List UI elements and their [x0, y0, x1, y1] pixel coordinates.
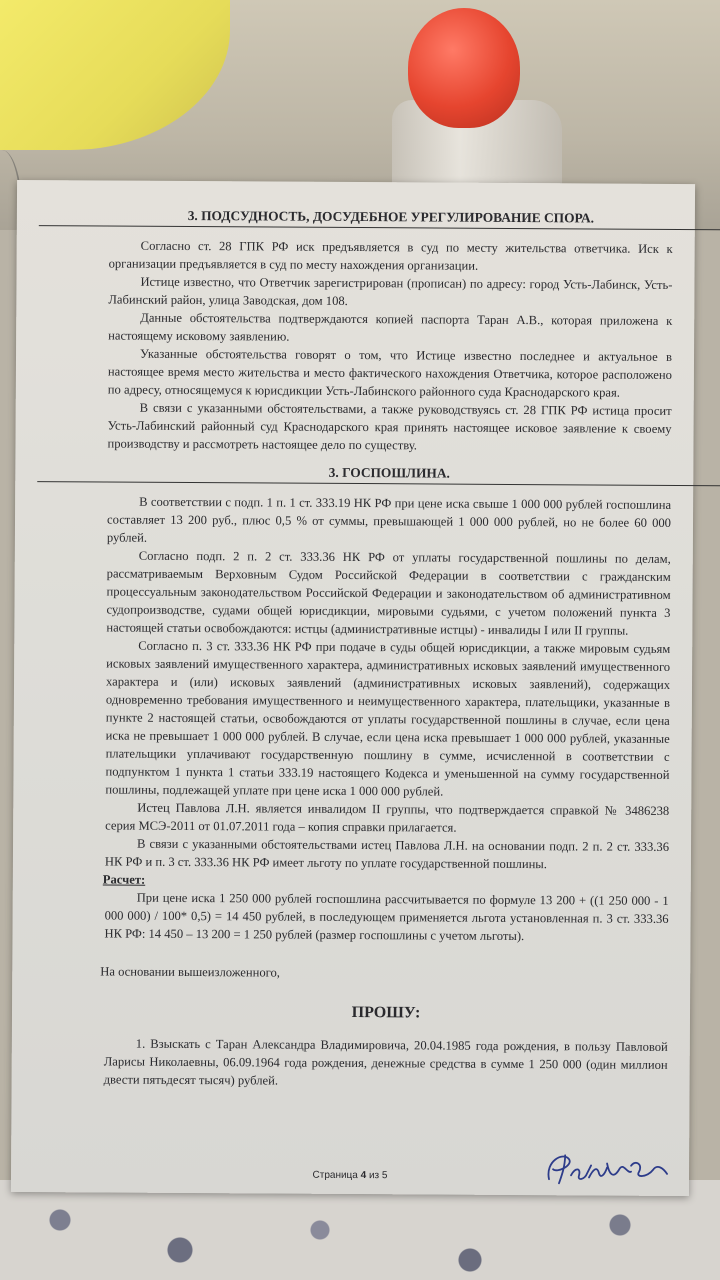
- paragraph: Истец Павлова Л.Н. является инвалидом II группы, что подтверждается справкой № 3486238 серия МСЭ-2011 от 01.07.2011 года – копия справки прилагается.: [105, 800, 670, 835]
- page-label: Страница: [312, 1169, 358, 1182]
- paragraph: В связи с указанными обстоятельствами истец Павлова Л.Н. на основании подп. 2 п. 2 ст. 333.36 НК РФ и п. 3 ст. 333.36 НК РФ имеет льготу по уплате государственной пошлины.: [104, 836, 670, 872]
- paragraph: Согласно ст. 28 ГПК РФ иск предъявляется в суд по месту жительства ответчика. Иск к организации предъявляется в суд по месту нахождения организации.: [108, 238, 673, 273]
- paragraph: В связи с указанными обстоятельствами, а также руководствуясь ст. 28 ГПК РФ истица просит Усть-Лабинский районный суд Краснодарского края принять настоящее исковое заявление к своему производству и рассмотреть настоящее дело по существу.: [107, 400, 672, 453]
- request-item: 1. Взыскать с Таран Александра Владимировича, 20.04.1985 года рождения, в пользу Павловой Ларисы Николаевны, 06.09.1964 года рождения, денежные средства в сумме 1 250 000 (один миллион двести пятьдесят тысяч) рублей.: [103, 1036, 668, 1088]
- section-title-jurisdiction: 3. ПОДСУДНОСТЬ, ДОСУДЕБНОЕ УРЕГУЛИРОВАНИЕ СПОРА.: [39, 206, 720, 230]
- page-of-label: из: [368, 1170, 380, 1182]
- page-number: 4: [360, 1170, 367, 1182]
- basis-text: На основании вышеизложенного,: [100, 964, 280, 980]
- paragraph: Указанные обстоятельства говорят о том, что Истице известно последнее и актуальное в настоящее время место жительства и место фактического нахождения Ответчика, которое расположено по адресу, относящемуся к юрисдикции Усть-Лабинского районного суда Краснодарского края.: [107, 346, 673, 400]
- document-page: [100, 207, 673, 1092]
- document-sheet: [11, 180, 695, 1196]
- paragraph: Данные обстоятельства подтверждаются копией паспорта Таран А.В., которая приложена к настоящему исковому заявлению.: [108, 310, 673, 344]
- page-total: 5: [381, 1170, 388, 1182]
- paragraph: Согласно подп. 2 п. 2 ст. 333.36 НК РФ от уплаты государственной пошлины по делам, рассматриваемым Верховным Судом Российской Федерации в соответствии с гражданским процессуальным законодательством Российской Федерации и законодательством об административном судопроизводстве, судами общей юрисдикции, мировыми судьями, с учетом положений пункта 3 настоящей статьи освобождаются: истцы (административные истцы) - инвалиды I или II группы.: [106, 548, 671, 638]
- calculation-text: При цене иска 1 250 000 рублей госпошлина рассчитывается по формуле 13 200 + ((1 250 000 - 1 000 000) / 100* 0,5) = 14 450 рублей, в последующем применяется льгота установленная п. 3 ст. 333.36 НК РФ: 14 450 – 13 200 = 1 250 рублей (размер госпошлины с учетом льготы).: [104, 890, 669, 944]
- section-title-fee: 3. ГОСПОШЛИНА.: [37, 462, 720, 486]
- paragraph: В соответствии с подп. 1 п. 1 ст. 333.19 НК РФ при цене иска свыше 1 000 000 рублей госпошлина составляет 13 200 руб., плюс 0,5 % от суммы, превышающей 1 000 000 рублей, но не более 60 000 рублей.: [106, 494, 672, 545]
- background-red-cap: [408, 8, 520, 128]
- handwritten-signature: [535, 1143, 675, 1194]
- paragraph: Истице известно, что Ответчик зарегистрирован (прописан) по адресу: город Усть-Лабинск, Усть-Лабинский район, улица Заводская, дом 108.: [108, 274, 673, 308]
- request-heading: ПРОШУ:: [351, 1003, 421, 1022]
- calculation-heading: Расчет:: [102, 872, 146, 887]
- paragraph: Согласно п. 3 ст. 333.36 НК РФ при подаче в суды общей юрисдикции, а также мировым судьям исковых заявлений имущественного характера, административных исковых заявлений имущественного характера и (или) исковых заявлений (административных исковых заявлений), содержащих одновременно требования имущественного и неимущественного характера, плательщики, указанные в пункте 2 настоящей статьи, освобождаются от уплаты государственной пошлины в случае, если цена иска не превышает 1 000 000 рублей. В случае, если цена иска превышает 1 000 000 рублей, указанные плательщики уплачивают государственную пошлину в сумме, исчисленной в соответствии с подпунктом 1 пункта 1 статьи 333.19 настоящего Кодекса и уменьшенной на сумму государственной пошлины, подлежащей уплате при цене иска 1 000 000 рублей.: [105, 638, 671, 799]
